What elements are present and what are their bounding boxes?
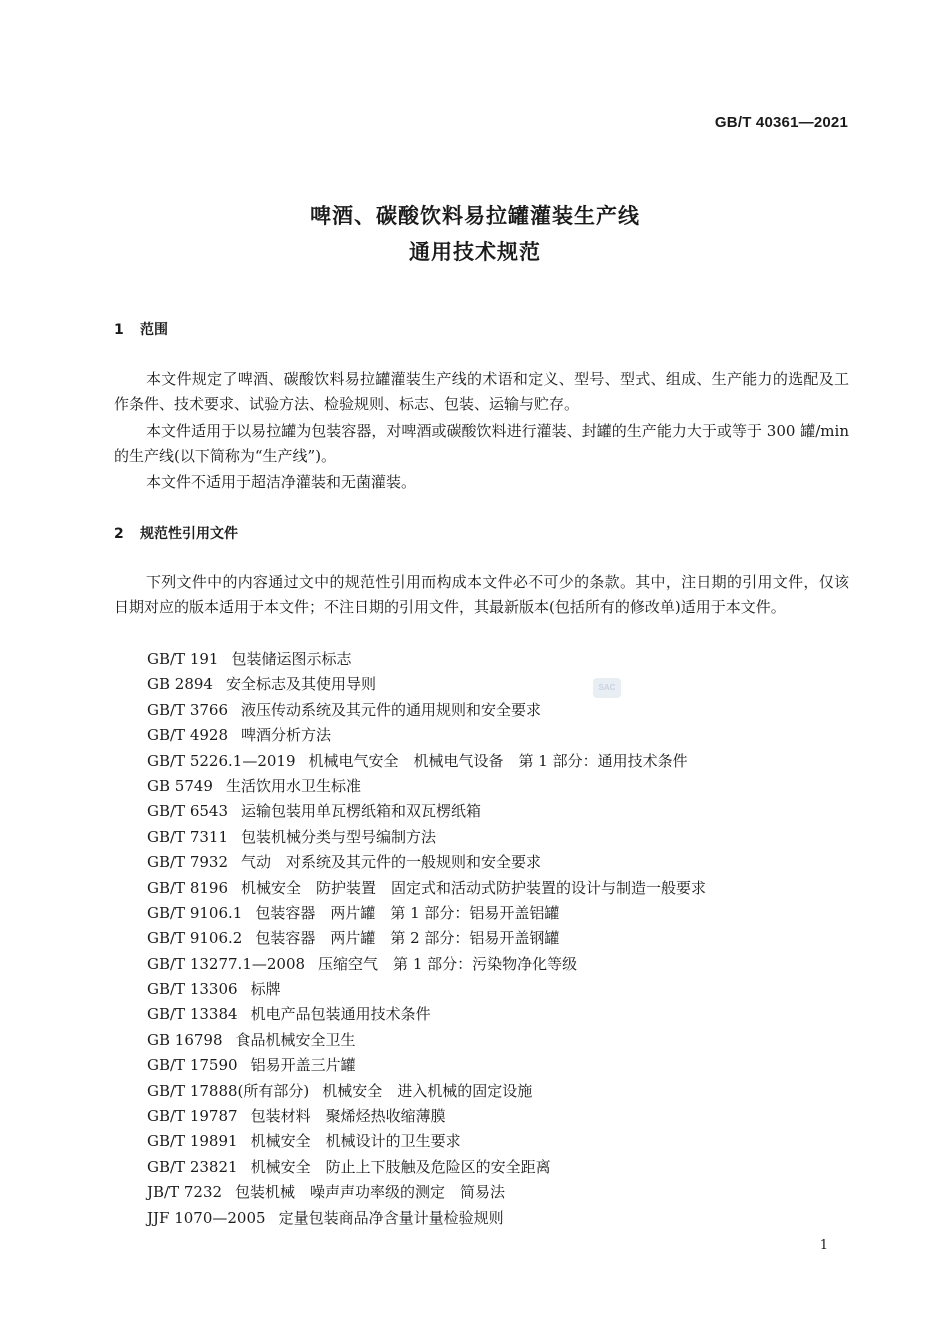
document-title-line2: 通用技术规范 xyxy=(409,240,541,264)
section-1-number: 1 xyxy=(114,322,124,338)
page-number: 1 xyxy=(819,1238,828,1253)
reference-title: 机电产品包装通用技术条件 xyxy=(250,1005,431,1024)
reference-code: GB/T 5226.1—2019 xyxy=(147,751,296,770)
reference-title: 铝易开盖三片罐 xyxy=(250,1056,356,1075)
references-intro: 下列文件中的内容通过文中的规范性引用而构成本文件必不可少的条款。其中，注日期的引用文件，仅该日期对应的版本适用于本文件；不注日期的引用文件，其最新版本(包括所有的修改单)适用于本文件。 xyxy=(114,573,849,616)
section-2-heading xyxy=(114,523,238,543)
scope-paragraph-2: 本文件适用于以易拉罐为包装容器，对啤酒或碳酸饮料进行灌装、封罐的生产能力大于或等于 300 罐/min 的生产线(以下简称为“生产线”)。 xyxy=(114,422,849,465)
sac-watermark: SAC xyxy=(593,678,621,698)
reference-title: 机械安全 防护装置 固定式和活动式防护装置的设计与制造一般要求 xyxy=(241,878,707,897)
reference-item xyxy=(147,876,706,901)
reference-item xyxy=(147,901,706,926)
reference-title: 液压传动系统及其元件的通用规则和安全要求 xyxy=(241,700,542,719)
reference-item xyxy=(147,1053,706,1078)
reference-title: 标牌 xyxy=(250,980,281,999)
reference-code: GB/T 3766 xyxy=(147,700,229,719)
reference-code: GB/T 13306 xyxy=(147,980,238,999)
reference-code: GB/T 19787 xyxy=(147,1107,238,1126)
reference-item xyxy=(147,647,706,672)
reference-item xyxy=(147,1104,706,1129)
reference-item xyxy=(147,774,706,799)
reference-item xyxy=(147,1155,706,1180)
reference-code: GB/T 17888(所有部分) xyxy=(147,1081,310,1100)
section-2-number: 2 xyxy=(114,526,124,542)
reference-item xyxy=(147,1028,706,1053)
reference-title: 压缩空气 第 1 部分：污染物净化等级 xyxy=(318,954,578,973)
reference-title: 定量包装商品净含量计量检验规则 xyxy=(278,1208,504,1227)
reference-title: 包装机械分类与型号编制方法 xyxy=(241,827,437,846)
reference-code: GB/T 9106.2 xyxy=(147,929,243,948)
reference-item xyxy=(147,1002,706,1027)
section-1-heading xyxy=(114,319,168,339)
reference-code: GB 5749 xyxy=(147,776,213,795)
reference-item xyxy=(147,1206,706,1231)
reference-item xyxy=(147,672,706,697)
reference-item xyxy=(147,1180,706,1205)
reference-item xyxy=(147,698,706,723)
reference-item xyxy=(147,723,706,748)
reference-item xyxy=(147,1079,706,1104)
reference-item xyxy=(147,952,706,977)
reference-title: 运输包装用单瓦楞纸箱和双瓦楞纸箱 xyxy=(241,802,482,821)
reference-item xyxy=(147,977,706,1002)
scope-paragraph-1: 本文件规定了啤酒、碳酸饮料易拉罐灌装生产线的术语和定义、型号、型式、组成、生产能力的选配及工作条件、技术要求、试验方法、检验规则、标志、包装、运输与贮存。 xyxy=(114,370,849,413)
reference-code: GB/T 19891 xyxy=(147,1132,238,1151)
reference-title: 包装容器 两片罐 第 2 部分：铝易开盖钢罐 xyxy=(255,929,560,948)
reference-code: GB/T 13384 xyxy=(147,1005,238,1024)
reference-list xyxy=(147,647,706,1231)
reference-title: 气动 对系统及其元件的一般规则和安全要求 xyxy=(241,853,542,872)
reference-code: GB 2894 xyxy=(147,675,213,694)
reference-title: 包装储运图示标志 xyxy=(231,650,352,668)
reference-code: GB/T 8196 xyxy=(147,878,229,897)
reference-code: GB/T 17590 xyxy=(147,1056,238,1075)
section-2-title: 规范性引用文件 xyxy=(140,526,238,542)
reference-title: 安全标志及其使用导则 xyxy=(225,675,376,694)
reference-title: 机械安全 机械设计的卫生要求 xyxy=(250,1132,461,1151)
reference-item xyxy=(147,749,706,774)
reference-title: 包装机械 噪声声功率级的测定 简易法 xyxy=(235,1183,506,1202)
reference-item xyxy=(147,850,706,875)
reference-code: GB/T 4928 xyxy=(147,726,229,745)
reference-code: GB/T 7311 xyxy=(147,827,229,846)
reference-code: GB/T 13277.1—2008 xyxy=(147,954,306,973)
reference-item xyxy=(147,1129,706,1154)
reference-title: 机械电气安全 机械电气设备 第 1 部分：通用技术条件 xyxy=(308,751,688,770)
reference-title: 机械安全 防止上下肢触及危险区的安全距离 xyxy=(250,1157,551,1176)
reference-code: GB/T 191 xyxy=(147,650,219,668)
reference-title: 包装材料 聚烯烃热收缩薄膜 xyxy=(250,1107,446,1126)
reference-code: JJF 1070—2005 xyxy=(147,1208,266,1227)
reference-title: 生活饮用水卫生标准 xyxy=(225,776,361,795)
reference-code: GB/T 7932 xyxy=(147,853,229,872)
reference-code: GB/T 23821 xyxy=(147,1157,238,1176)
reference-code: GB/T 9106.1 xyxy=(147,903,243,922)
standard-code: GB/T 40361—2021 xyxy=(714,114,848,131)
reference-code: GB/T 6543 xyxy=(147,802,229,821)
reference-title: 包装容器 两片罐 第 1 部分：铝易开盖铝罐 xyxy=(255,903,560,922)
reference-title: 食品机械安全卫生 xyxy=(235,1030,356,1049)
reference-item xyxy=(147,926,706,951)
section-1-title: 范围 xyxy=(140,322,168,338)
scope-paragraph-3: 本文件不适用于超洁净灌装和无菌灌装。 xyxy=(146,473,417,491)
reference-code: JB/T 7232 xyxy=(147,1183,223,1202)
reference-code: GB 16798 xyxy=(147,1030,223,1049)
reference-title: 啤酒分析方法 xyxy=(241,726,332,745)
document-title-line1: 啤酒、碳酸饮料易拉罐灌装生产线 xyxy=(310,204,640,228)
reference-item xyxy=(147,825,706,850)
reference-title: 机械安全 进入机械的固定设施 xyxy=(322,1081,533,1100)
reference-item xyxy=(147,799,706,824)
